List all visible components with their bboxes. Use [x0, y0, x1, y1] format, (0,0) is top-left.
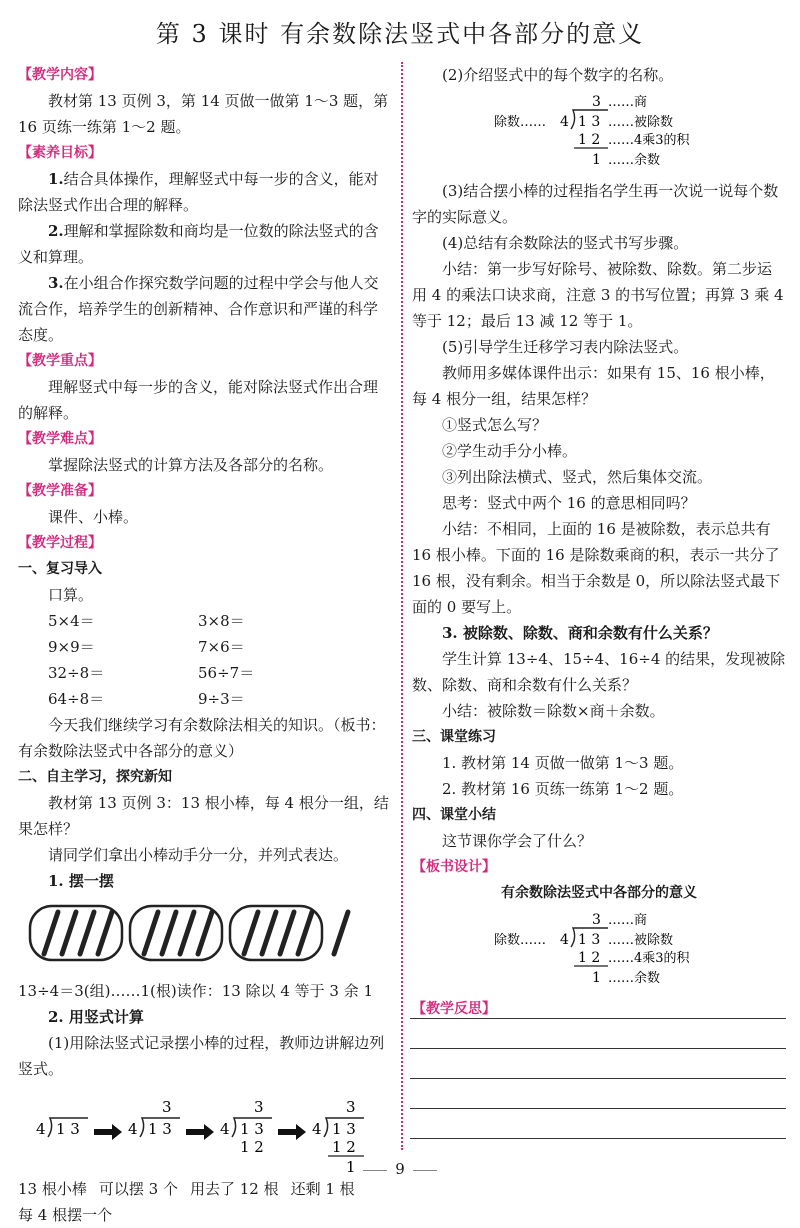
content-text: 教材第 13 页例 3，第 14 页做一做第 1～3 题，第 16 页练一练第 1～2 题。 — [18, 92, 389, 136]
section-1-heading: 一、复习导入 — [18, 561, 102, 577]
caption-continued: 每 4 根摆一个 — [18, 1206, 113, 1224]
difficulty-text: 掌握除法竖式的计算方法及各部分的名称。 — [48, 456, 334, 474]
summary-1: 小结：第一步写好除号、被除数、除数。第二步运用 4 的乘法口诀求商，注意 3 的书写位置；再算 3 乘 4 等于 12；最后 13 减 12 等于 1。 — [412, 260, 784, 330]
summary-3: 小结：被除数＝除数×商＋余数。 — [442, 702, 665, 720]
svg-text:4: 4 — [128, 1120, 138, 1138]
svg-text:1 2: 1 2 — [240, 1138, 264, 1156]
equation-text: 13÷4＝3(组)……1(根)读作：13 除以 4 等于 3 余 1 — [18, 982, 374, 1000]
svg-text:4: 4 — [560, 114, 569, 130]
difficulty-heading: 【教学难点】 — [18, 431, 102, 447]
oral-item: 5×4＝ — [48, 612, 95, 630]
intro-text: 今天我们继续学习有余数除法相关的知识。（板书：有余数除法竖式中各部分的意义） — [18, 716, 386, 760]
svg-text:……商: ……商 — [608, 913, 648, 928]
svg-text:……余数: ……余数 — [608, 971, 661, 986]
right-column — [412, 62, 786, 1022]
section-3-heading: 三、课堂练习 — [412, 729, 496, 745]
stick-group-1 — [30, 906, 122, 960]
writing-line — [410, 1048, 786, 1049]
svg-text:3: 3 — [592, 912, 601, 928]
sub-step-3: (3)结合摆小棒的过程指名学生再一次说一说每个数字的实际意义。 — [412, 182, 779, 226]
svg-text:3: 3 — [254, 1098, 264, 1116]
svg-text:1 3: 1 3 — [578, 932, 601, 948]
svg-text:1 3: 1 3 — [578, 114, 601, 130]
calc-text: 学生计算 13÷4、15÷4、16÷4 的结果，发现被除数、除数、商和余数有什么关系？ — [412, 650, 786, 694]
svg-text:1 3: 1 3 — [56, 1120, 80, 1138]
key-heading: 【教学重点】 — [18, 353, 102, 369]
sub-step-5: (5)引导学生迁移学习表内除法竖式。 — [442, 338, 689, 356]
question-1: ①竖式怎么写？ — [442, 416, 548, 434]
svg-text:……商: ……商 — [608, 95, 648, 110]
svg-text:……4乘3的积: ……4乘3的积 — [608, 133, 690, 148]
caption: 还剩 1 根 — [290, 1180, 355, 1198]
svg-text:1 2: 1 2 — [332, 1138, 356, 1156]
wrap-text: 这节课你学会了什么？ — [442, 832, 593, 850]
goals-heading: 【素养目标】 — [18, 145, 102, 161]
svg-text:……余数: ……余数 — [608, 153, 661, 168]
arrow-icon — [278, 1122, 306, 1142]
svg-text:……4乘3的积: ……4乘3的积 — [608, 951, 690, 966]
left-column — [18, 62, 390, 1228]
oral-arithmetic-list — [18, 608, 390, 712]
caption: 可以摆 3 个 — [98, 1180, 178, 1198]
reflection-heading: 【教学反思】 — [412, 1001, 496, 1017]
exercise-1: 1. 教材第 14 页做一做第 1～3 题。 — [442, 754, 684, 772]
svg-text:4: 4 — [560, 932, 569, 948]
key-text: 理解竖式中每一步的含义，能对除法竖式作出合理的解释。 — [18, 378, 379, 422]
sticks-grouping-illustration — [28, 902, 368, 966]
goal-2: 2.理解和掌握除数和商均是一位数的除法竖式的含义和算理。 — [18, 222, 379, 266]
svg-text:1 3: 1 3 — [332, 1120, 356, 1138]
writing-line — [410, 1138, 786, 1139]
arrow-icon — [186, 1122, 214, 1142]
board-title: 有余数除法竖式中各部分的意义 — [501, 885, 697, 901]
leftover-stick — [334, 912, 348, 954]
question-3: ③列出除法横式、竖式，然后集体交流。 — [442, 468, 713, 486]
svg-text:3: 3 — [346, 1098, 356, 1116]
summary-2: 小结：不相同，上面的 16 是被除数，表示总共有 16 根小棒。下面的 16 是除数乘商的积，表示一共分了 16 根，没有剩余。相当于余数是 0，所以除法竖式最下面的 0 要写上。 — [412, 520, 781, 616]
example-text: 教材第 13 页例 3：13 根小棒，每 4 根分一组，结果怎样？ — [18, 794, 389, 838]
oral-item: 7×6＝ — [198, 638, 245, 656]
page-title: 第 3 课时 有余数除法竖式中各部分的意义 — [155, 20, 645, 48]
svg-text:1: 1 — [346, 1158, 356, 1174]
arrow-icon — [94, 1122, 122, 1142]
caption: 用去了 12 根 — [189, 1180, 279, 1198]
svg-text:1 2: 1 2 — [578, 950, 601, 966]
writing-line — [410, 1078, 786, 1079]
step-2-label: 2. 用竖式计算 — [48, 1008, 144, 1026]
content-heading: 【教学内容】 — [18, 67, 102, 83]
section-2-heading: 二、自主学习，探究新知 — [18, 769, 172, 785]
ask-text: 请同学们拿出小棒动手分一分，并列式表达。 — [48, 846, 349, 864]
svg-text:……被除数: ……被除数 — [608, 933, 674, 948]
stick-group-2 — [130, 906, 222, 960]
writing-line — [410, 1018, 786, 1019]
svg-text:4: 4 — [312, 1120, 322, 1138]
step-1-label: 1. 摆一摆 — [48, 872, 114, 890]
oral-item: 9×9＝ — [48, 638, 95, 656]
think-text: 思考：竖式中两个 16 的意思相同吗？ — [442, 494, 696, 512]
writing-line — [410, 1108, 786, 1109]
show-text: 教师用多媒体课件出示：如果有 15、16 根小棒，每 4 根分一组，结果怎样？ — [412, 364, 775, 408]
stick-group-3 — [230, 906, 322, 960]
labeled-division-1 — [492, 88, 752, 170]
svg-text:除数……: 除数…… — [494, 115, 547, 130]
svg-text:4: 4 — [36, 1120, 46, 1138]
division-captions — [18, 1176, 390, 1202]
sub-step-2: (2)介绍竖式中的每个数字的名称。 — [442, 66, 674, 84]
question-2: ②学生动手分小棒。 — [442, 442, 578, 460]
svg-text:1 3: 1 3 — [240, 1120, 264, 1138]
prep-heading: 【教学准备】 — [18, 483, 102, 499]
labeled-division-2 — [492, 906, 752, 988]
svg-text:4: 4 — [220, 1120, 230, 1138]
svg-text:1 3: 1 3 — [148, 1120, 172, 1138]
goal-3: 3.在小组合作探究数学问题的过程中学会与他人交流合作，培养学生的创新精神、合作意识和严谨的科学态度。 — [18, 274, 379, 344]
prep-text: 课件、小棒。 — [48, 508, 139, 526]
svg-text:……被除数: ……被除数 — [608, 115, 674, 130]
oral-item: 56÷7＝ — [198, 664, 255, 682]
svg-text:3: 3 — [592, 94, 601, 110]
oral-item: 64÷8＝ — [48, 690, 105, 708]
svg-text:除数……: 除数…… — [494, 933, 547, 948]
oral-item: 3×8＝ — [198, 612, 245, 630]
sub-step-4: (4)总结有余数除法的竖式书写步骤。 — [442, 234, 689, 252]
step-3-label: 3. 被除数、除数、商和余数有什么关系？ — [442, 624, 718, 642]
svg-text:3: 3 — [162, 1098, 172, 1116]
column-divider — [401, 62, 403, 1150]
svg-text:1: 1 — [592, 152, 601, 168]
oral-item: 32÷8＝ — [48, 664, 105, 682]
process-heading: 【教学过程】 — [18, 535, 102, 551]
caption: 13 根小棒 — [18, 1180, 87, 1198]
exercise-2: 2. 教材第 16 页练一练第 1～2 题。 — [442, 780, 684, 798]
section-4-heading: 四、课堂小结 — [412, 807, 496, 823]
svg-text:1: 1 — [592, 970, 601, 986]
goal-1: 1.结合具体操作，理解竖式中每一步的含义，能对除法竖式作出合理的解释。 — [18, 170, 379, 214]
oral-label: 口算。 — [48, 586, 94, 604]
board-heading: 【板书设计】 — [412, 859, 496, 875]
page-number: 9 — [0, 1160, 800, 1178]
oral-item: 9÷3＝ — [198, 690, 245, 708]
svg-text:1 2: 1 2 — [578, 132, 601, 148]
sub-step-1: (1)用除法竖式记录摆小棒的过程，教师边讲解边列竖式。 — [18, 1034, 385, 1078]
